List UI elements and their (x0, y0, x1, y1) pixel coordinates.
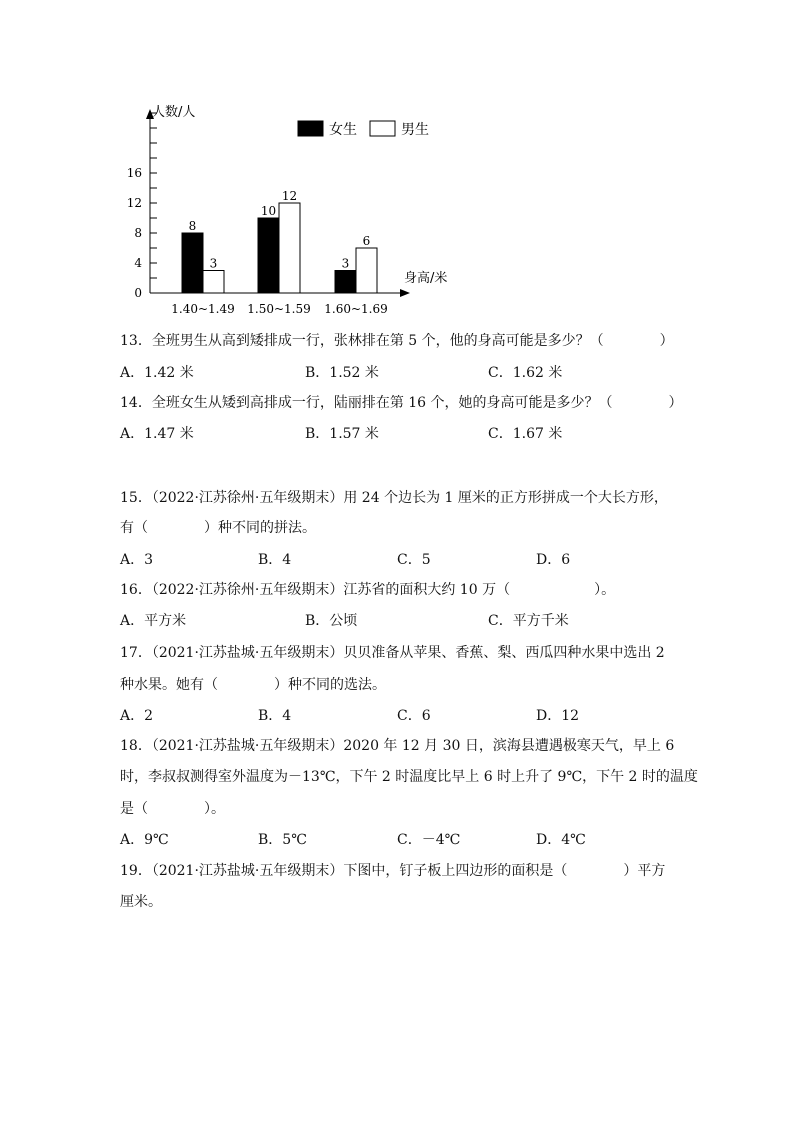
question-17-line-2: 种水果。她有（ ）种不同的选法。 (120, 677, 386, 693)
bar-value-label: 3 (209, 256, 218, 271)
legend-swatch (370, 121, 395, 136)
question-number: 14 (120, 395, 138, 411)
option-a: A．2 (120, 708, 154, 724)
option-a: A．9℃ (120, 832, 169, 848)
y-axis-label: 人数/人 (152, 105, 196, 120)
question-14 (120, 393, 683, 413)
question-19 (120, 861, 665, 881)
option-c: C．5 (397, 552, 431, 568)
question-13 (120, 331, 674, 351)
bar (335, 271, 356, 294)
bar (258, 218, 279, 293)
question-text: ．（2022·江苏徐州·五年级期末）江苏省的面积大约 10 万（ ）。 (137, 582, 616, 598)
question-15 (120, 488, 668, 508)
y-tick-label: 8 (134, 226, 142, 240)
option-b: B．1.52 米 (305, 365, 379, 381)
question-number: 19 (120, 863, 138, 879)
option-c: C．1.62 米 (488, 365, 563, 381)
option-b: B．4 (258, 708, 292, 724)
question-18-line-3: 是（ ）。 (120, 801, 225, 817)
x-tick-label: 1.50~1.59 (247, 302, 311, 316)
question-15-line-2: 有（ ）种不同的拼法。 (120, 520, 316, 536)
legend-label: 男生 (401, 122, 429, 138)
question-number: 18 (120, 738, 138, 754)
x-tick-label: 1.40~1.49 (171, 302, 235, 316)
option-d: D．4℃ (536, 832, 586, 848)
option-a: A．3 (120, 552, 154, 568)
option-b: B．5℃ (258, 832, 307, 848)
question-number: 17 (120, 645, 138, 661)
bar (356, 248, 377, 293)
y-tick-label: 4 (134, 256, 142, 270)
option-b: B．公顷 (305, 613, 358, 629)
bar-value-label: 10 (260, 204, 277, 218)
option-c: C．1.67 米 (488, 426, 563, 442)
x-tick-label: 1.60~1.69 (324, 302, 388, 316)
bar-value-label: 12 (281, 189, 298, 203)
question-number: 13 (120, 333, 138, 349)
option-c: C．－4℃ (397, 832, 461, 848)
bar-value-label: 3 (341, 256, 350, 271)
question-text: ．（2022·江苏徐州·五年级期末）用 24 个边长为 1 厘米的正方形拼成一个大长方形， (137, 490, 668, 506)
option-b: B．4 (258, 552, 292, 568)
question-number: 15 (120, 490, 138, 506)
option-a: A．平方米 (120, 613, 187, 629)
legend-swatch (298, 121, 323, 136)
bar (279, 203, 300, 293)
option-c: C．6 (397, 708, 431, 724)
question-17 (120, 643, 665, 663)
x-axis-arrow-icon (400, 289, 410, 297)
y-tick-label: 12 (126, 196, 142, 210)
question-text: ．全班女生从矮到高排成一行，陆丽排在第 16 个，她的身高可能是多少？（ ） (137, 395, 683, 411)
option-c: C．平方千米 (488, 613, 569, 629)
option-a: A．1.42 米 (120, 365, 194, 381)
bar (203, 271, 224, 294)
question-text: ．全班男生从高到矮排成一行，张林排在第 5 个，他的身高可能是多少？（ ） (137, 333, 674, 349)
question-18-line-2: 时，李叔叔测得室外温度为－13℃，下午 2 时温度比早上 6 时上升了 9℃，下午 2 时的温度 (120, 769, 698, 785)
question-text: ．（2021·江苏盐城·五年级期末）贝贝准备从苹果、香蕉、梨、西瓜四种水果中选出 2 (137, 645, 665, 661)
y-tick-label: 0 (134, 286, 142, 300)
legend-label: 女生 (329, 122, 357, 138)
option-b: B．1.57 米 (305, 426, 379, 442)
question-text: ．（2021·江苏盐城·五年级期末）2020 年 12 月 30 日，滨海县遭遇极寒天气，早上 6 (137, 738, 675, 754)
bar-value-label: 8 (188, 219, 197, 233)
option-a: A．1.47 米 (120, 426, 194, 442)
question-number: 16 (120, 582, 138, 598)
x-axis-label: 身高/米 (404, 271, 448, 286)
option-d: D．12 (536, 708, 580, 724)
option-d: D．6 (536, 552, 571, 568)
question-16 (120, 580, 615, 600)
y-tick-label: 16 (126, 166, 142, 180)
question-text: ．（2021·江苏盐城·五年级期末）下图中，钉子板上四边形的面积是（ ）平方 (137, 863, 666, 879)
height-bar-chart (120, 95, 480, 325)
question-18 (120, 736, 674, 756)
question-19-line-2: 厘米。 (120, 894, 162, 910)
bar-value-label: 6 (362, 234, 371, 248)
bar (182, 233, 203, 293)
